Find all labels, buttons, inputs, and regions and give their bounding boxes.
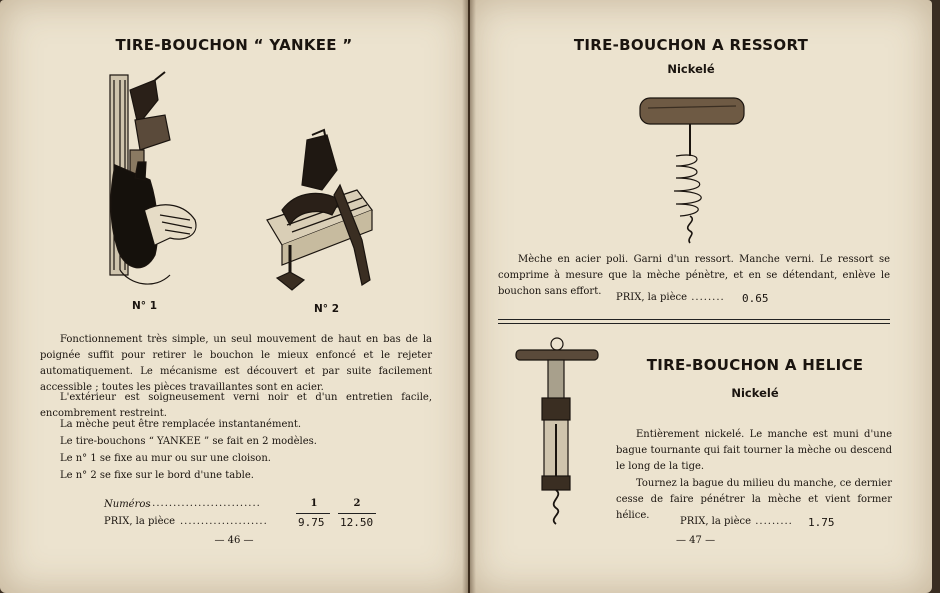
paragraph-exterior: L'extérieur est soigneusement verni noir et d'un entretien facile, encombrement restreint. [40, 392, 432, 419]
numeros-label: Numéros [104, 499, 151, 510]
ressort-corkscrew-illustration [638, 96, 748, 246]
helice-prix-label: PRIX, la pièce ......... [680, 516, 793, 527]
helice-price: 1.75 [808, 516, 835, 529]
price-model-2: 12.50 [340, 516, 374, 529]
ressort-title: TIRE-BOUCHON A RESSORT [573, 36, 809, 54]
right-page [470, 0, 932, 593]
book-gutter [462, 0, 476, 593]
helice-finish: Nickelé [731, 386, 779, 400]
helice-corkscrew-illustration [514, 336, 604, 531]
paragraph-mechanism: Fonctionnement très simple, un seul mouvement de haut en bas de la poignée suffit pour retirer le bouchon le mieux enfoncé et le rejeter automatiquement. Le mécanisme est découvert et par suite facilement accessible ; toutes les pièces travaillantes sont en acier. [40, 334, 432, 393]
yankee-title: TIRE-BOUCHON “ YANKEE ” [115, 36, 353, 54]
paragraph-model-1: Le n° 1 se fixe au mur ou sur une cloison. [60, 453, 271, 464]
page-number-left: — 46 — [214, 535, 254, 546]
ressort-price: 0.65 [742, 292, 769, 305]
yankee-n1-illustration [100, 70, 210, 290]
left-page: TIRE-BOUCHON “ YANKEE ” N° 1 N° 2 Fonctionnement très simple, un seul mouvement de haut en bas de la poignée suffit pour retirer le bouchon le mieux enfoncé et le rejeter automatiquement. Le mécanisme est découvert et par suite facilement accessible ; toutes les pièces travaillantes sont en acier. L'extérieur est soigneusement verni noir et d'un entretien facile, encombrement restreint. La mèche peut être remplacée instantanément. Le tire-bouchons “ YANKEE ” se fait en 2 modèles. Le n° 1 se fixe au mur ou sur une cloison. Le n° 2 se fixe sur le bord d'une table. Numéros ........................... 1 2 PRIX, la pièce ..................... 9.75 12.50 — 46 — [0, 0, 468, 593]
ressort-finish: Nickelé [667, 62, 715, 76]
prix-label: PRIX, la pièce [104, 516, 176, 527]
model-2-header: 2 [353, 498, 361, 509]
figure-2-label: N° 2 [314, 303, 339, 315]
helice-title: TIRE-BOUCHON A HELICE [646, 356, 864, 374]
ressort-prix-label: PRIX, la pièce ........ [616, 292, 725, 303]
paragraph-models: Le tire-bouchons “ YANKEE ” se fait en 2 modèles. [60, 436, 317, 447]
ressort-description: Mèche en acier poli. Garni d'un ressort. Manche verni. Le ressort se comprime à mesure que la mèche pénètre, et en se détendant, enlève le bouchon sans effort. [498, 254, 890, 297]
paragraph-meche: La mèche peut être remplacée instantanément. [60, 419, 302, 430]
price-model-1: 9.75 [298, 516, 325, 529]
helice-description-2: Tournez la bague du milieu du manche, ce dernier cesse de faire pénétrer la mèche et vient former hélice. [616, 478, 892, 521]
paragraph-model-2: Le n° 2 se fixe sur le bord d'une table. [60, 470, 254, 481]
yankee-n2-illustration [262, 130, 382, 300]
page-number-right: — 47 — [676, 535, 716, 546]
helice-description-1: Entièrement nickelé. Le manche est muni d'une bague tournante qui fait tourner la mèche ou descend le long de la tige. [616, 429, 892, 472]
model-1-header: 1 [310, 498, 318, 509]
figure-1-label: N° 1 [132, 300, 157, 312]
